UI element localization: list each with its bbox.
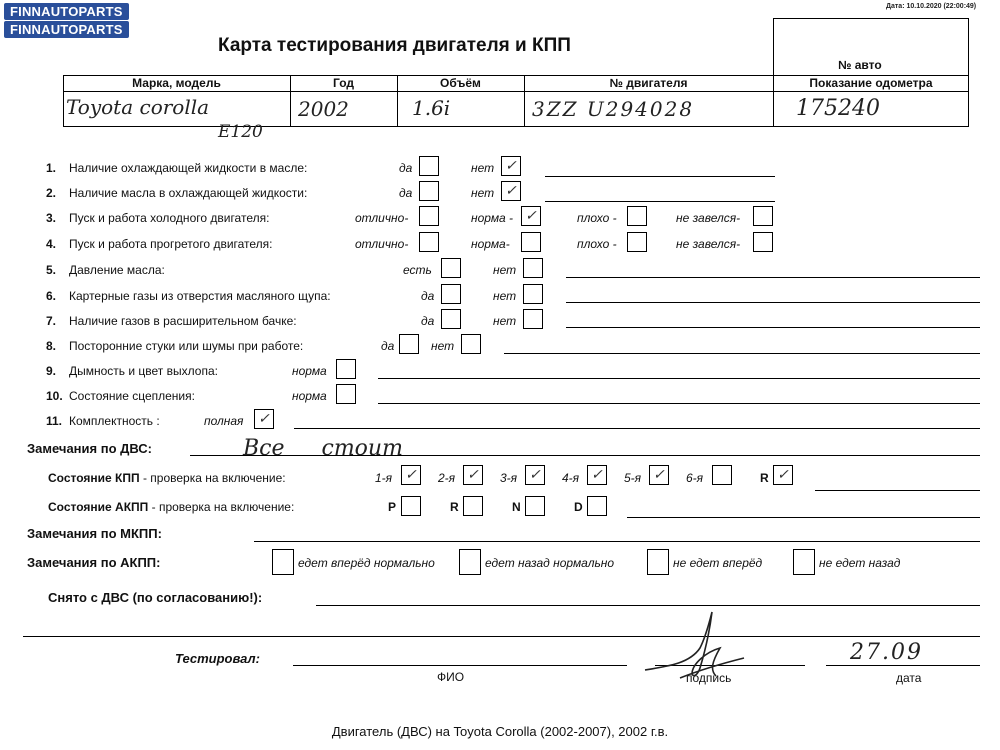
akpp-backward-ok-label: едет назад нормально	[485, 556, 615, 570]
akpp-no-forward-label: не едет вперёд	[673, 556, 763, 570]
row-7-label: Наличие газов в расширительном бачке:	[69, 314, 297, 328]
kpp-gear-4-checkbox[interactable]	[587, 465, 607, 485]
row-7-num: 7.	[46, 314, 57, 328]
row-5-line	[566, 277, 980, 278]
page-title: Карта тестирования двигателя и КПП	[218, 35, 571, 56]
kpp-line	[815, 490, 980, 491]
kpp-gear-6-checkbox[interactable]	[712, 465, 732, 485]
akpp-backward-ok-checkbox[interactable]	[459, 549, 481, 575]
row-3-opt-excellent: отлично-	[355, 211, 409, 225]
kpp-label-rest: - проверка на включение:	[139, 471, 286, 485]
kpp-label-bold: Состояние КПП	[48, 471, 140, 485]
value-model-code: E120	[218, 122, 263, 142]
signature	[640, 608, 750, 688]
row-7-opt-no: нет	[493, 314, 517, 328]
row-4-opt-excellent: отлично-	[355, 237, 409, 251]
row-3-nostart-checkbox[interactable]	[753, 206, 773, 226]
akpp-gear-d-checkbox[interactable]	[587, 496, 607, 516]
col-volume: Объём	[440, 76, 481, 90]
watermark-logo-1: FINNAUTOPARTS	[4, 3, 129, 20]
row-3-normal-checkbox[interactable]	[521, 206, 541, 226]
row-7-yes-checkbox[interactable]	[441, 309, 461, 329]
row-1-no-checkbox[interactable]	[501, 156, 521, 176]
row-6-opt-yes: да	[421, 289, 435, 303]
kpp-gear-4-label: 4-я	[562, 471, 580, 485]
row-9-line	[378, 378, 980, 379]
row-10-opt-normal: норма	[292, 389, 327, 403]
akpp-forward-ok-label: едет вперёд нормально	[298, 556, 435, 570]
row-4-excellent-checkbox[interactable]	[419, 232, 439, 252]
row-10-normal-checkbox[interactable]	[336, 384, 356, 404]
row-9-num: 9.	[46, 364, 57, 378]
row-3-bad-checkbox[interactable]	[627, 206, 647, 226]
tested-label: Тестировал:	[175, 651, 260, 666]
row-11-num: 11.	[46, 414, 63, 428]
akpp-gear-p-checkbox[interactable]	[401, 496, 421, 516]
row-10-label: Состояние сцепления:	[69, 389, 195, 403]
caption: Двигатель (ДВС) на Toyota Corolla (2002-2007), 2002 г.в.	[331, 724, 669, 739]
row-5-opt-no: нет	[493, 263, 517, 277]
row-5-yes-checkbox[interactable]	[441, 258, 461, 278]
akpp-gear-n-label: N	[512, 500, 521, 514]
akpp-label-rest: - проверка на включение:	[148, 500, 295, 514]
sign-label: подпись	[686, 671, 732, 685]
row-5-label: Давление масла:	[69, 263, 165, 277]
row-5-opt-yes: есть	[403, 263, 432, 277]
col-odometer: Показание одометра	[809, 76, 933, 90]
row-3-num: 3.	[46, 211, 57, 225]
row-4-label: Пуск и работа прогретого двигателя:	[69, 237, 273, 251]
akpp-remarks-label: Замечания по АКПП:	[27, 555, 161, 570]
kpp-gear-3-label: 3-я	[500, 471, 518, 485]
kpp-gear-5-checkbox[interactable]	[649, 465, 669, 485]
row-8-yes-checkbox[interactable]	[399, 334, 419, 354]
row-3-excellent-checkbox[interactable]	[419, 206, 439, 226]
kpp-gear-2-label: 2-я	[438, 471, 456, 485]
kpp-gear-r-mark: ✓	[777, 467, 789, 483]
row-2-label: Наличие масла в охлаждающей жидкости:	[69, 186, 308, 200]
date-stamp: Дата: 10.10.2020 (22:00:49)	[886, 3, 977, 10]
row-1-opt-no: нет	[471, 161, 495, 175]
row-8-opt-yes: да	[381, 339, 395, 353]
kpp-gear-2-mark: ✓	[467, 467, 479, 483]
row-11-full-mark: ✓	[258, 411, 270, 427]
date-line	[826, 665, 980, 666]
row-1-line	[545, 176, 775, 177]
row-7-no-checkbox[interactable]	[523, 309, 543, 329]
row-4-nostart-checkbox[interactable]	[753, 232, 773, 252]
row-8-num: 8.	[46, 339, 57, 353]
akpp-label	[48, 500, 294, 514]
kpp-gear-r-checkbox[interactable]	[773, 465, 793, 485]
akpp-no-backward-checkbox[interactable]	[793, 549, 815, 575]
kpp-gear-4-mark: ✓	[591, 467, 603, 483]
row-2-opt-no: нет	[471, 186, 495, 200]
removed-line	[316, 605, 980, 606]
col-model: Марка, модель	[132, 76, 221, 90]
akpp-forward-ok-checkbox[interactable]	[272, 549, 294, 575]
akpp-line	[627, 517, 980, 518]
akpp-gear-r-label: R	[450, 500, 459, 514]
row-5-no-checkbox[interactable]	[523, 258, 543, 278]
akpp-label-bold: Состояние АКПП	[48, 500, 149, 514]
row-2-yes-checkbox[interactable]	[419, 181, 439, 201]
row-4-normal-checkbox[interactable]	[521, 232, 541, 252]
row-3-opt-nostart: не завелся-	[676, 211, 741, 225]
row-7-line	[566, 327, 980, 328]
row-1-no-mark: ✓	[505, 158, 517, 174]
row-3-opt-normal: норма -	[471, 211, 514, 225]
row-11-full-checkbox[interactable]	[254, 409, 274, 429]
row-6-num: 6.	[46, 289, 57, 303]
kpp-gear-3-mark: ✓	[529, 467, 541, 483]
akpp-no-backward-label: не едет назад	[819, 556, 901, 570]
row-6-no-checkbox[interactable]	[523, 284, 543, 304]
kpp-gear-1-label: 1-я	[375, 471, 393, 485]
date-value: 27.09	[850, 640, 923, 665]
row-10-line	[378, 403, 980, 404]
row-7-opt-yes: да	[421, 314, 435, 328]
value-volume: 1.6i	[412, 96, 451, 120]
row-11-label: Комплектность :	[69, 414, 160, 428]
akpp-gear-d-label: D	[574, 500, 583, 514]
date-label: дата	[896, 671, 922, 685]
dvs-remarks-line	[190, 455, 980, 456]
akpp-no-forward-checkbox[interactable]	[647, 549, 669, 575]
row-2-num: 2.	[46, 186, 57, 200]
kpp-gear-r-label: R	[760, 471, 769, 485]
row-1-label: Наличие охлаждающей жидкости в масле:	[69, 161, 308, 175]
dvs-remarks-label: Замечания по ДВС:	[27, 441, 152, 456]
mkpp-remarks-line	[254, 541, 980, 542]
row-1-yes-checkbox[interactable]	[419, 156, 439, 176]
row-9-opt-normal: норма	[292, 364, 327, 378]
row-2-no-mark: ✓	[505, 183, 517, 199]
value-model: Toyota corolla	[66, 95, 210, 119]
auto-number-label: № авто	[838, 58, 882, 72]
kpp-gear-6-label: 6-я	[686, 471, 704, 485]
kpp-label	[48, 471, 286, 485]
row-6-yes-checkbox[interactable]	[441, 284, 461, 304]
akpp-gear-n-checkbox[interactable]	[525, 496, 545, 516]
row-9-label: Дымность и цвет выхлопа:	[69, 364, 218, 378]
row-8-no-checkbox[interactable]	[461, 334, 481, 354]
row-2-no-checkbox[interactable]	[501, 181, 521, 201]
row-4-bad-checkbox[interactable]	[627, 232, 647, 252]
row-8-opt-no: нет	[431, 339, 455, 353]
row-4-opt-nostart: не завелся-	[676, 237, 741, 251]
row-6-line	[566, 302, 980, 303]
row-8-line	[504, 353, 980, 354]
header-divider	[63, 91, 969, 92]
row-9-normal-checkbox[interactable]	[336, 359, 356, 379]
row-5-num: 5.	[46, 263, 57, 277]
value-odometer: 175240	[796, 96, 880, 121]
row-11-opt-full: полная	[204, 414, 244, 428]
kpp-gear-1-checkbox[interactable]	[401, 465, 421, 485]
row-3-normal-mark: ✓	[525, 208, 537, 224]
fio-label: ФИО	[437, 670, 465, 684]
watermark-logo-2: FINNAUTOPARTS	[4, 21, 129, 38]
separator-line	[23, 636, 980, 637]
row-4-opt-normal: норма-	[471, 237, 510, 251]
akpp-gear-r-checkbox[interactable]	[463, 496, 483, 516]
dvs-remarks-value: Все стоит	[243, 436, 403, 461]
row-2-opt-yes: да	[399, 186, 413, 200]
row-10-num: 10.	[46, 389, 63, 403]
row-4-num: 4.	[46, 237, 57, 251]
mkpp-remarks-label: Замечания по МКПП:	[27, 526, 162, 541]
row-4-opt-bad: плохо -	[577, 237, 617, 251]
value-engine-no: 3ZZ U294028	[532, 97, 695, 121]
col-year: Год	[333, 76, 354, 90]
row-11-line	[294, 428, 980, 429]
fio-line	[293, 665, 627, 666]
kpp-gear-1-mark: ✓	[405, 467, 417, 483]
row-2-line	[545, 201, 775, 202]
col-engine: № двигателя	[609, 76, 688, 90]
row-6-opt-no: нет	[493, 289, 517, 303]
row-6-label: Картерные газы из отверстия масляного щупа:	[69, 289, 331, 303]
akpp-gear-p-label: P	[388, 500, 397, 514]
kpp-gear-5-label: 5-я	[624, 471, 642, 485]
kpp-gear-2-checkbox[interactable]	[463, 465, 483, 485]
kpp-gear-3-checkbox[interactable]	[525, 465, 545, 485]
row-1-num: 1.	[46, 161, 57, 175]
row-3-opt-bad: плохо -	[577, 211, 617, 225]
kpp-gear-5-mark: ✓	[653, 467, 665, 483]
removed-label: Снято с ДВС (по согласованию!):	[48, 590, 263, 605]
value-year: 2002	[298, 97, 349, 121]
row-3-label: Пуск и работа холодного двигателя:	[69, 211, 270, 225]
row-8-label: Посторонние стуки или шумы при работе:	[69, 339, 304, 353]
row-1-opt-yes: да	[399, 161, 413, 175]
